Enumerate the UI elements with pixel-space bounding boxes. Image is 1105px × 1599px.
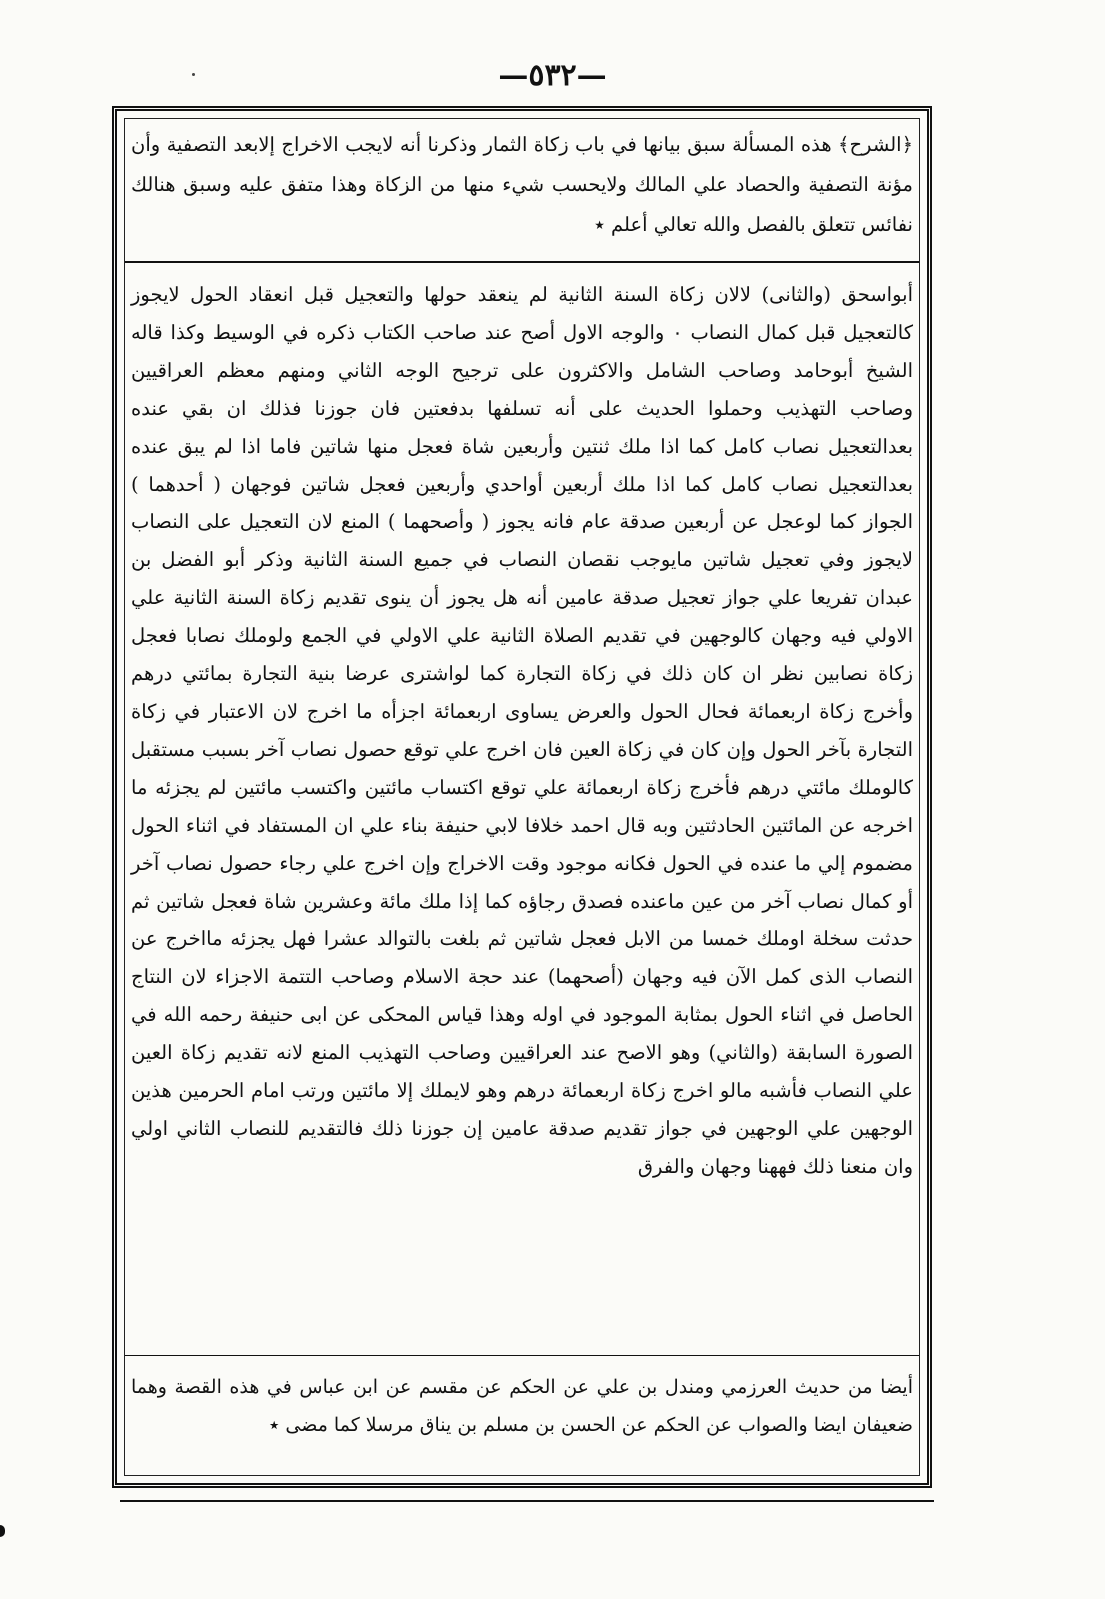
bottom-rule xyxy=(120,1500,934,1502)
main-body-text: أبواسحق (والثانى) لالان زكاة السنة الثانية لم ينعقد حولها والتعجيل قبل انعقاد الحول لايجوز كالتعجيل قبل كمال النصاب ٠ والوجه الاول أصح عند صاحب الكتاب ذكره في الوسيط وكذا قاله الشيخ أبوحامد وصاحب الشامل والاكثرون على ترجيح الوجه الثاني ومنهم معظم العراقيين وصاحب التهذيب وحملوا الحديث على أنه تسلفها بدفعتين فان جوزنا فذلك ان بقي عنده بعدالتعجيل نصاب كامل كما اذا ملك ثنتين وأربعين شاة فعجل منها شاتين فاما اذا لم يبق عنده بعدالتعجيل نصاب كامل كما اذا ملك أربعين أواحدي وأربعين فعجل شاتين فوجهان ( أحدهما ) الجواز كما لوعجل عن أربعين صدقة عام فانه يجوز ( وأصحهما ) المنع لان التعجيل على النصاب لايجوز وفي تعجيل شاتين مايوجب نقصان النصاب في جميع السنة الثانية وذكر أبو الفضل بن عبدان تفريعا علي جواز تعجيل صدقة عامين أنه هل يجوز أن ينوى تقديم زكاة السنة الثانية علي الاولي فيه وجهان كالوجهين في تقديم الصلاة الثانية علي الاولي في الجمع ولوملك نصابا فعجل زكاة نصابين نظر ان كان ذلك في زكاة التجارة كما لواشترى عرضا بنية التجارة بمائتي درهم وأخرج زكاة اربعمائة فحال الحول والعرض يساوى اربعمائة اجزأه ما اخرج لان الاعتبار في زكاة التجارة بآخر الحول وإن كان في زكاة العين فان اخرج علي توقع حصول نصاب آخر بسبب مستقبل كالوملك مائتي درهم فأخرج زكاة اربعمائة علي توقع اكتساب مائتين واكتسب مائتين لم يجزئه ما اخرجه عن المائتين الحادثتين وبه قال احمد خلافا لابي حنيفة بناء علي ان المستفاد في اثناء الحول مضموم إلي ما عنده في الحول فكانه موجود وقت الاخراج وإن اخرج علي رجاء حصول نصاب آخر أو كمال نصاب آخر من عين ماعنده فصدق رجاؤه كما إذا ملك مائة وعشرين شاة فعجل شاتين ثم حدثت سخلة اوملك خمسا من الابل فعجل شاتين ثم بلغت بالتوالد عشرا فهل يجزئه مااخرج عن النصاب الذى كمل الآن فيه وجهان (أصحهما) عند حجة الاسلام وصاحب التتمة الاجزاء لان النتاج الحاصل في اثناء الحول بمثابة الموجود في اوله وهذا قياس المحكى عن ابى حنيفة رحمه الله في الصورة السابقة (والثاني) وهو الاصح عند العراقيين وصاحب التهذيب المنع لانه تقديم زكاة العين علي النصاب فأشبه مالو اخرج زكاة اربعمائة درهم وهو لايملك إلا مائتين ورتب امام الحرمين هذين الوجهين علي الوجهين في جواز تقديم صدقة عامين إن جوزنا ذلك فالتقديم للنصاب الثاني اولي وان منعنا ذلك فههنا وجهان والفرق xyxy=(131,283,913,1178)
edge-mark xyxy=(0,1525,5,1537)
ink-speck xyxy=(192,73,195,76)
section-divider xyxy=(125,261,919,263)
sharh-commentary: ﴿الشرح﴾ هذه المسألة سبق بيانها في باب زكاة الثمار وذكرنا أنه لايجب الاخراج إلابعد التصفية وأن مؤنة التصفية والحصاد علي المالك ولايحسب شي‌ء منها من الزكاة وهذا متفق عليه وسبق هنالك نفائس تتعلق بالفصل والله تعالي أعلم ٭ xyxy=(131,133,913,236)
footnote-text: أيضا من حديث العرزمي ومندل بن علي عن الحكم عن مقسم عن ابن عباس في هذه القصة وهما ضعيفان ايضا والصواب عن الحكم عن الحسن بن مسلم بن يناق مرسلا كما مضى ٭ xyxy=(131,1376,913,1436)
page-number: —٥٣٢— xyxy=(498,58,607,93)
page-frame xyxy=(112,106,932,1488)
footnote-divider xyxy=(125,1355,919,1356)
